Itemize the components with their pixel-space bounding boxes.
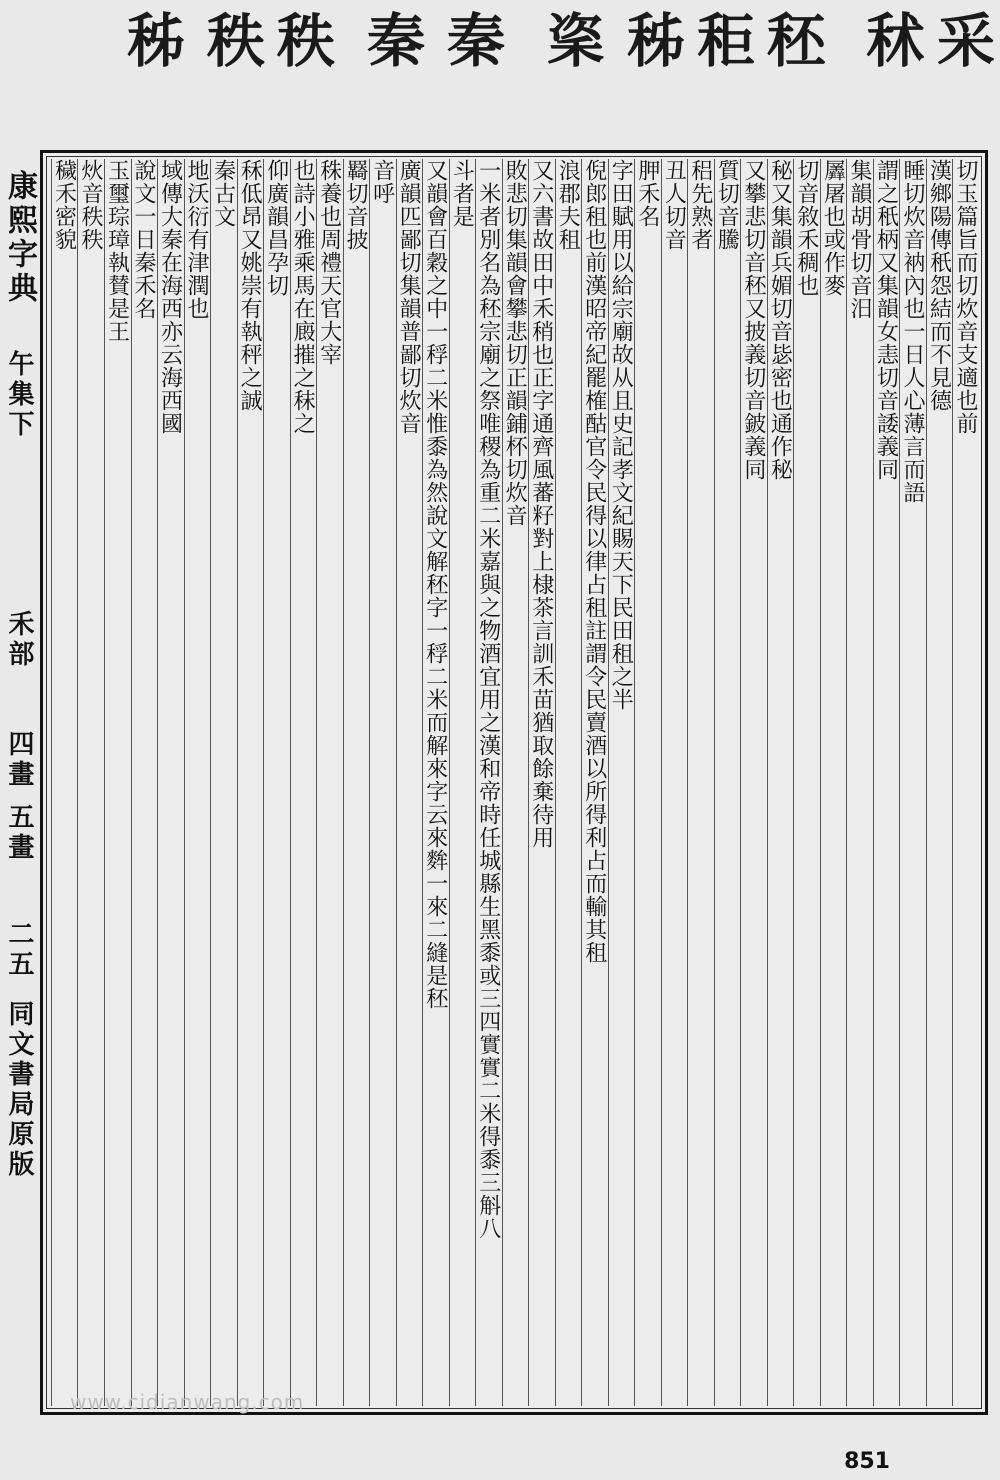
text-column: 浪郡夫租 <box>555 159 582 1406</box>
seal-glyph: 秩 <box>197 10 265 70</box>
text-column: 羇切音披 <box>343 159 370 1406</box>
text-column: 質切音騰 <box>714 159 741 1406</box>
seal-glyph: 秫 <box>857 10 925 70</box>
text-column: 丑人切音 <box>661 159 688 1406</box>
seal-glyph: 秠 <box>757 10 825 70</box>
dictionary-title: 康熙字典 <box>2 170 37 306</box>
text-columns <box>51 159 979 1406</box>
text-column: 說文一日秦禾名 <box>131 159 158 1406</box>
text-column: 玉璽琮璋執賛是王 <box>104 159 131 1406</box>
text-column: 音呼 <box>369 159 396 1406</box>
left-margin <box>0 150 38 1415</box>
seal-glyph: 秬 <box>687 10 755 70</box>
margin-page-label: 二五 <box>4 920 34 980</box>
text-column: 睡切炊音衲內也一日人心薄言而語 <box>899 159 926 1406</box>
text-column: 切玉篇旨而切炊音支適也前 <box>952 159 979 1406</box>
text-column: 穢禾密貌 <box>51 159 77 1406</box>
seal-glyph: 秩 <box>267 10 335 70</box>
text-column: 域傳大秦在海西亦云海西國 <box>157 159 184 1406</box>
text-column: 胛禾名 <box>634 159 661 1406</box>
seal-glyph: 秭 <box>617 10 685 70</box>
text-column: 羼屠也或作麥 <box>820 159 847 1406</box>
text-column: 地沃衍有津潤也 <box>184 159 211 1406</box>
text-column: 集韻胡骨切音汨 <box>846 159 873 1406</box>
seal-glyph: 采 <box>927 10 995 70</box>
text-column: 廣韻匹鄙切集韻普鄙切炊音 <box>396 159 423 1406</box>
page-number: 851 <box>844 1449 890 1474</box>
dictionary-page-frame <box>40 150 988 1415</box>
text-column: 炏音秩秩 <box>77 159 104 1406</box>
text-column: 秦古文 <box>210 159 237 1406</box>
stroke-count-label: 四畫 五畫 <box>4 730 34 864</box>
text-column: 稆先熟者 <box>687 159 714 1406</box>
seal-glyph: 秶 <box>537 10 605 70</box>
seal-glyph: 秭 <box>117 10 185 70</box>
text-column: 倪郎租也前漢昭帝紀罷榷酤官令民得以律占租註謂令民賣酒以所得利占而輸其租 <box>581 159 608 1406</box>
text-column: 字田賦用以給宗廟故从且史記孝文紀賜天下民田租之半 <box>608 159 635 1406</box>
text-column: 又攀悲切音秠又披義切音鈹義同 <box>740 159 767 1406</box>
seal-script-heading-strip <box>0 0 1000 150</box>
text-column: 秝低昂又姚崇有執秤之誠 <box>237 159 264 1406</box>
section-label: 午集下 <box>4 350 34 440</box>
text-column: 仰廣韻昌孕切 <box>263 159 290 1406</box>
text-column: 也詩小雅乘馬在廄摧之秣之 <box>290 159 317 1406</box>
seal-glyph: 秦 <box>437 10 505 70</box>
text-column: 切音敘禾稠也 <box>793 159 820 1406</box>
text-column: 漢鄉陽傳秖怨結而不見德 <box>926 159 953 1406</box>
seal-glyph: 秦 <box>357 10 425 70</box>
publisher-label: 同文書局原版 <box>4 1000 34 1180</box>
watermark-text: www.cidianwang.com <box>70 1390 305 1414</box>
text-column: 敗悲切集韻會攀悲切正韻鋪杯切炊音 <box>502 159 529 1406</box>
text-column: 一米者別名為秠宗廟之祭唯稷為重二米嘉與之物酒宜用之漢和帝時任城縣生黑黍或三四實實二米得黍三斛八 <box>475 159 502 1406</box>
text-column: 謂之秖柄又集韻女恚切音諉義同 <box>873 159 900 1406</box>
radical-label: 禾部 <box>4 610 34 670</box>
text-column: 秘又集韻兵媚切音毖密也通作秘 <box>767 159 794 1406</box>
text-column: 又韻會百穀之中一稃二米惟黍為然說文解秠字一稃二米而解來字云來麰一來二縫是秠 <box>422 159 449 1406</box>
text-column: 秼養也周禮天官大宰 <box>316 159 343 1406</box>
text-column: 斗者是 <box>449 159 476 1406</box>
text-column: 又六書故田中禾稍也正字通齊風蕃籽對上棣茶言訓禾苗猶取餘棄待用 <box>528 159 555 1406</box>
